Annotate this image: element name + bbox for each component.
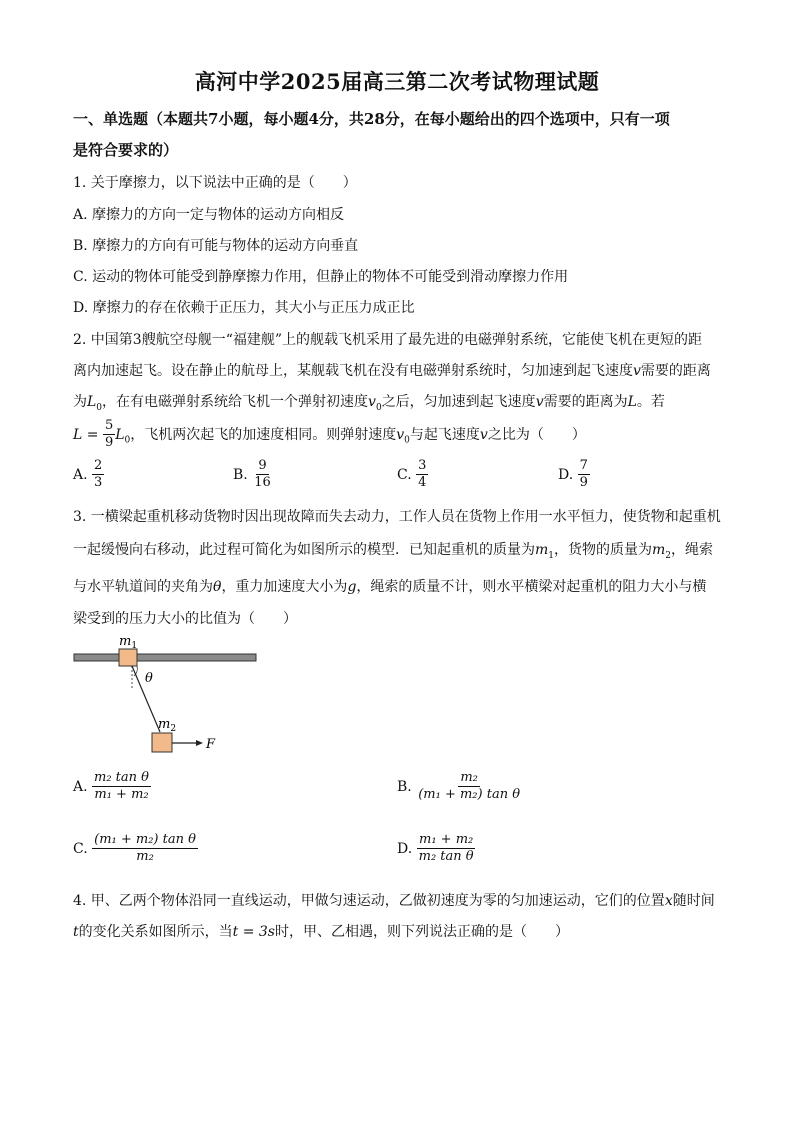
- q4-line1-text-b: 随时间: [672, 893, 715, 909]
- q3-option-c-den: m₂: [136, 849, 154, 865]
- q2-var-l: L: [627, 394, 637, 410]
- q2-option-d-num: 7: [578, 458, 590, 475]
- page-title: 高河中学2025届高三第二次考试物理试题: [194, 69, 600, 94]
- q1-stem: 1. 关于摩擦力，以下说法中正确的是（ ）: [73, 175, 357, 191]
- q2-line4-text-c: 之比为（ ）: [487, 426, 586, 443]
- q2-line4-v: v: [479, 426, 488, 443]
- q4-line2-text-a: 的变化关系如图所示，当: [78, 924, 233, 940]
- q2-line2-text-a: 离内加速起飞。设在静止的航母上，某舰载飞机在没有电磁弹射系统时，匀加速到起飞速度: [73, 363, 633, 379]
- q3-option-b-num: m₂: [458, 770, 480, 787]
- fig-m1-sub: 1: [131, 641, 138, 651]
- q3-line2-text-c: ，绳索: [671, 542, 714, 558]
- q4-line2-text-b: 时，甲、乙相遇，则下列说法正确的是（ ）: [275, 924, 569, 940]
- q3-option-b-den: (m₁ + m₂) tan θ: [418, 787, 521, 803]
- q3-option-a-den: m₁ + m₂: [94, 787, 149, 803]
- crane-block-m1: [119, 649, 137, 666]
- fig-m2-label: [158, 717, 176, 734]
- q2-formula-fraction: [103, 418, 115, 452]
- section-heading-line2: 是符合要求的）: [73, 141, 179, 159]
- q2-option-a-num: 2: [92, 458, 104, 475]
- q2-formula-l0: L: [115, 426, 125, 443]
- q3-option-d-label: D.: [397, 840, 413, 857]
- q4-line1: [73, 890, 715, 910]
- q3-sub2: 2: [665, 550, 672, 561]
- q3-option-a-label: A.: [73, 778, 88, 795]
- q2-option-a-den: 3: [94, 475, 103, 491]
- q2-line4-v0: v: [396, 426, 405, 443]
- q2-option-d-den: 9: [579, 475, 588, 491]
- q2-formula-num: 5: [103, 418, 115, 435]
- q2-line3: [73, 391, 665, 413]
- q3-line2: [73, 539, 713, 561]
- q1-option-a: A. 摩擦力的方向一定与物体的运动方向相反: [73, 207, 345, 223]
- q3-option-a: [73, 770, 151, 804]
- q3-line3: [73, 576, 706, 596]
- q2-line4-text-a: ，飞机两次起飞的加速度相同。则弹射速度: [130, 426, 397, 443]
- q1-option-b: B. 摩擦力的方向有可能与物体的运动方向垂直: [73, 238, 359, 254]
- q2-option-a: [73, 458, 104, 492]
- q2-var-v0: v: [368, 394, 376, 410]
- q3-option-b-label: B.: [397, 778, 412, 795]
- q2-line4-sub0: 0: [404, 435, 410, 446]
- q3-option-d-den: m₂ tan θ: [418, 849, 474, 865]
- q4-line2: [73, 921, 569, 941]
- fig-theta-label: θ: [145, 671, 153, 686]
- q2-option-b: [233, 458, 273, 492]
- q2-option-b-den: 16: [254, 475, 271, 491]
- fig-force-label: F: [206, 737, 216, 752]
- q3-sub1: 1: [548, 550, 555, 561]
- q1-option-c: C. 运动的物体可能受到静摩擦力作用，但静止的物体不可能受到滑动摩擦力作用: [73, 269, 569, 285]
- q2-sub0: 0: [96, 402, 103, 413]
- q2-option-d: [558, 458, 590, 492]
- q2-line4: [73, 418, 586, 452]
- fig-m1-letter: m: [119, 634, 132, 649]
- q2-option-b-num: 9: [256, 458, 268, 475]
- crane-figure: [70, 630, 270, 756]
- fig-m2-sub: 2: [170, 724, 177, 734]
- q3-var-m2: m: [652, 542, 666, 558]
- q2-var-l0: L: [87, 394, 97, 410]
- q2-sub0b: 0: [375, 402, 382, 413]
- q2-formula-den: 9: [104, 435, 114, 451]
- section-heading-line1: 一、单选题（本题共7小题，每小题4分，共28分，在每小题给出的四个选项中，只有一项: [73, 110, 670, 128]
- q2-var-v2: v: [535, 394, 544, 410]
- q2-line3-text-a: 为: [73, 394, 87, 410]
- fig-m1-label: [119, 634, 137, 651]
- q3-line4: 梁受到的压力大小的比值为（ ）: [73, 611, 297, 627]
- q3-option-b: [397, 770, 522, 804]
- force-arrow-head: [196, 740, 203, 746]
- q2-line3-text-e: 。若: [636, 394, 665, 410]
- q2-option-c-num: 3: [416, 458, 428, 475]
- q3-line3-text-c: ，绳索的质量不计，则水平横梁对起重机的阻力大小与横: [356, 579, 707, 595]
- q2-option-c-den: 4: [418, 475, 427, 491]
- q3-var-theta: θ: [213, 579, 222, 595]
- q1-option-d: D. 摩擦力的存在依赖于正压力，其大小与正压力成正比: [73, 300, 415, 316]
- q4-t-equals: t = 3s: [232, 924, 275, 940]
- q3-var-g: g: [347, 579, 357, 595]
- q2-line3-text-b: ，在有电磁弹射系统给飞机一个弹射初速度: [102, 394, 369, 410]
- q2-option-d-label: D.: [558, 466, 574, 483]
- q2-option-c: [397, 458, 428, 492]
- q3-option-d: [397, 832, 476, 866]
- q2-option-c-label: C.: [397, 466, 412, 483]
- q4-var-t: t: [73, 924, 79, 940]
- q3-line3-text-b: ，重力加速度大小为: [221, 579, 348, 595]
- q2-var-v: v: [633, 363, 641, 379]
- q3-line1: 3. 一横梁起重机移动货物时因出现故障而失去动力，工作人员在货物上作用一水平恒力，使货物和起重机: [73, 509, 721, 525]
- fig-m2-letter: m: [158, 717, 171, 732]
- q3-line3-text-a: 与水平轨道间的夹角为: [73, 579, 213, 595]
- q2-line3-text-d: 需要的距离为: [543, 394, 628, 410]
- q3-var-m1: m: [535, 542, 549, 558]
- q3-line2-text-a: 一起缓慢向右移动，此过程可简化为如图所示的模型．已知起重机的质量为: [73, 542, 535, 558]
- q2-formula-lhs: L =: [73, 426, 99, 443]
- q3-option-c-label: C.: [73, 840, 88, 857]
- q2-line1: 2. 中国第3艘航空母舰一“福建舰”上的舰载飞机采用了最先进的电磁弹射系统，它能使飞机在更短的距: [73, 332, 703, 348]
- q2-line2: [73, 360, 711, 380]
- q3-option-a-num: m₂ tan θ: [92, 770, 151, 787]
- q2-formula-sub0: 0: [124, 435, 131, 446]
- q3-option-c: [73, 832, 198, 866]
- crane-beam: [74, 654, 256, 661]
- q2-option-b-label: B.: [233, 466, 248, 483]
- q4-line1-text-a: 4. 甲、乙两个物体沿同一直线运动，甲做匀速运动，乙做初速度为零的匀加速运动，它们的位置: [73, 893, 665, 909]
- cargo-block-m2: [152, 733, 172, 752]
- q2-option-a-label: A.: [73, 466, 88, 483]
- q3-option-c-num: (m₁ + m₂) tan θ: [92, 832, 198, 849]
- q2-line2-text-b: 需要的距离: [640, 363, 711, 379]
- q2-line4-text-b: 与起飞速度: [409, 426, 480, 443]
- q4-var-x: x: [664, 893, 673, 909]
- q3-option-d-num: m₁ + m₂: [417, 832, 475, 849]
- q3-line2-text-b: ，货物的质量为: [554, 542, 653, 558]
- q2-line3-text-c: 之后，匀加速到起飞速度: [381, 394, 536, 410]
